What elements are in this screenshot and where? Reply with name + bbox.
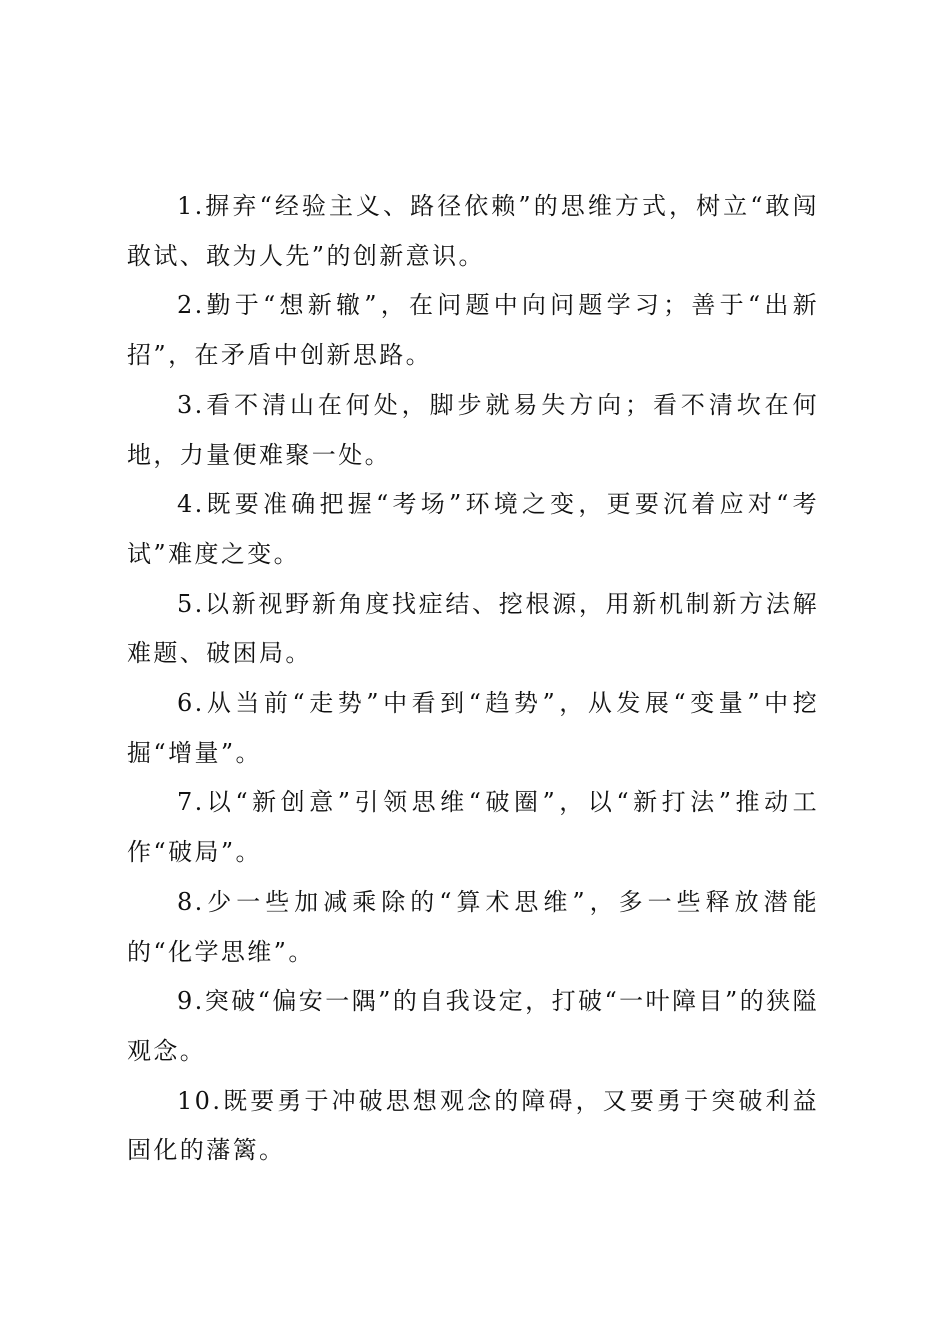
list-item: 5.以新视野新角度找症结、挖根源，用新机制新方法解难题、破困局。 <box>127 589 819 668</box>
document-body <box>127 182 819 1176</box>
list-item: 4.既要准确把握“考场”环境之变，更要沉着应对“考试”难度之变。 <box>127 490 819 568</box>
list-item: 3.看不清山在何处，脚步就易失方向；看不清坎在何地，力量便难聚一处。 <box>127 390 819 469</box>
list-item: 1.摒弃“经验主义、路径依赖”的思维方式，树立“敢闯敢试、敢为人先”的创新意识。 <box>127 192 819 270</box>
list-item: 7.以“新创意”引领思维“破圈”，以“新打法”推动工作“破局”。 <box>127 788 819 867</box>
list-item: 10.既要勇于冲破思想观念的障碍，又要勇于突破利益固化的藩篱。 <box>127 1086 819 1165</box>
list-item: 6.从当前“走势”中看到“趋势”，从发展“变量”中挖掘“增量”。 <box>127 689 819 767</box>
list-item: 8.少一些加减乘除的“算术思维”，多一些释放潜能的“化学思维”。 <box>127 887 819 966</box>
list-item: 9.突破“偏安一隅”的自我设定，打破“一叶障目”的狭隘观念。 <box>127 987 819 1065</box>
list-item: 2.勤于“想新辙”，在问题中向问题学习；善于“出新招”，在矛盾中创新思路。 <box>127 291 819 370</box>
